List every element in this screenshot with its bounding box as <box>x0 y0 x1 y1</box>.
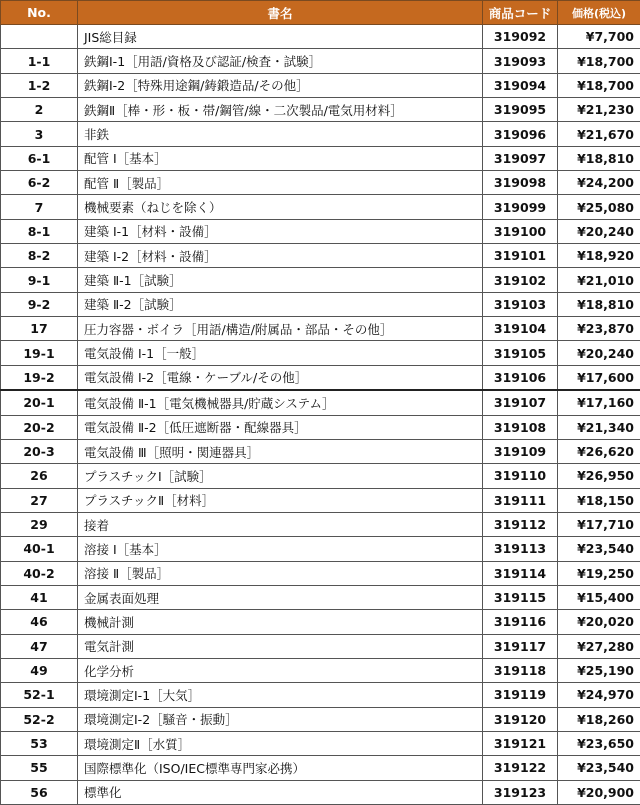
product-code-cell: 319113 <box>483 537 558 561</box>
price-cell: ¥25,080 <box>558 195 640 219</box>
row-number-cell: 41 <box>1 585 78 609</box>
book-title-cell: 金属表面処理 <box>78 585 483 609</box>
price-cell: ¥21,670 <box>558 122 640 146</box>
row-number-cell: 56 <box>1 780 78 804</box>
book-title-cell: 鉄鋼Ⅰ-1［用語/資格及び認証/検査・試験］ <box>78 49 483 73</box>
book-title-cell: 機械計測 <box>78 610 483 634</box>
table-row <box>1 317 640 341</box>
table-row <box>1 731 640 755</box>
book-title-cell: 圧力容器・ボイラ［用語/構造/附属品・部品・その他］ <box>78 317 483 341</box>
product-code-cell: 319122 <box>483 756 558 780</box>
price-cell: ¥18,150 <box>558 488 640 512</box>
price-cell: ¥17,710 <box>558 512 640 536</box>
book-title-cell: 溶接 Ⅰ［基本］ <box>78 537 483 561</box>
table-row <box>1 341 640 365</box>
price-cell: ¥25,190 <box>558 658 640 682</box>
table-row <box>1 244 640 268</box>
book-title-cell: 電気設備 Ⅰ-2［電線・ケーブル/その他］ <box>78 365 483 390</box>
table-row <box>1 390 640 415</box>
book-title-cell: 鉄鋼Ⅱ［棒・形・板・帯/鋼管/線・二次製品/電気用材料］ <box>78 98 483 122</box>
book-title-cell: 溶接 Ⅱ［製品］ <box>78 561 483 585</box>
row-number-cell: 3 <box>1 122 78 146</box>
price-cell: ¥26,950 <box>558 464 640 488</box>
product-code-cell: 319112 <box>483 512 558 536</box>
product-code-cell: 319118 <box>483 658 558 682</box>
row-number-cell: 8-2 <box>1 244 78 268</box>
table-row <box>1 195 640 219</box>
book-title-cell: 鉄鋼Ⅰ-2［特殊用途鋼/鋳鍛造品/その他］ <box>78 73 483 97</box>
price-cell: ¥27,280 <box>558 634 640 658</box>
book-title-cell: 建築 Ⅱ-1［試験］ <box>78 268 483 292</box>
product-code-cell: 319110 <box>483 464 558 488</box>
product-code-cell: 319123 <box>483 780 558 804</box>
table-row <box>1 756 640 780</box>
row-number-cell: 19-1 <box>1 341 78 365</box>
table-row <box>1 634 640 658</box>
row-number-cell: 17 <box>1 317 78 341</box>
row-number-cell: 52-1 <box>1 683 78 707</box>
table-row <box>1 415 640 439</box>
row-number-cell: 9-1 <box>1 268 78 292</box>
table-row <box>1 25 640 49</box>
price-cell: ¥21,230 <box>558 98 640 122</box>
book-title-cell: 配管 Ⅱ［製品］ <box>78 171 483 195</box>
product-code-cell: 319121 <box>483 731 558 755</box>
product-code-cell: 319116 <box>483 610 558 634</box>
price-cell: ¥18,810 <box>558 146 640 170</box>
product-code-cell: 319093 <box>483 49 558 73</box>
product-code-cell: 319102 <box>483 268 558 292</box>
price-cell: ¥7,700 <box>558 25 640 49</box>
table-row <box>1 464 640 488</box>
row-number-cell: 29 <box>1 512 78 536</box>
header-price: 価格(税込) <box>558 1 640 25</box>
price-cell: ¥18,700 <box>558 49 640 73</box>
book-title-cell: 建築 Ⅰ-1［材料・設備］ <box>78 219 483 243</box>
product-code-cell: 319098 <box>483 171 558 195</box>
book-title-cell: 電気設備 Ⅲ［照明・関連器具］ <box>78 439 483 463</box>
product-code-cell: 319099 <box>483 195 558 219</box>
row-number-cell <box>1 25 78 49</box>
book-title-cell: 電気設備 Ⅱ-2［低圧遮断器・配線器具］ <box>78 415 483 439</box>
price-cell: ¥18,260 <box>558 707 640 731</box>
product-code-cell: 319104 <box>483 317 558 341</box>
product-code-cell: 319111 <box>483 488 558 512</box>
price-cell: ¥19,250 <box>558 561 640 585</box>
price-cell: ¥17,160 <box>558 390 640 415</box>
product-code-cell: 319106 <box>483 365 558 390</box>
book-title-cell: 電気計測 <box>78 634 483 658</box>
price-cell: ¥20,240 <box>558 219 640 243</box>
table-row <box>1 49 640 73</box>
row-number-cell: 53 <box>1 731 78 755</box>
header-title: 書名 <box>78 1 483 25</box>
product-code-cell: 319119 <box>483 683 558 707</box>
product-code-cell: 319117 <box>483 634 558 658</box>
row-number-cell: 6-2 <box>1 171 78 195</box>
price-cell: ¥23,870 <box>558 317 640 341</box>
row-number-cell: 40-1 <box>1 537 78 561</box>
product-code-cell: 319096 <box>483 122 558 146</box>
row-number-cell: 55 <box>1 756 78 780</box>
product-code-cell: 319109 <box>483 439 558 463</box>
book-title-cell: 環境測定Ⅰ-1［大気］ <box>78 683 483 707</box>
book-title-cell: JIS総目録 <box>78 25 483 49</box>
book-title-cell: 環境測定Ⅰ-2［騒音・振動］ <box>78 707 483 731</box>
product-code-cell: 319107 <box>483 390 558 415</box>
book-title-cell: 建築 Ⅱ-2［試験］ <box>78 292 483 316</box>
book-title-cell: 環境測定Ⅱ［水質］ <box>78 731 483 755</box>
row-number-cell: 1-2 <box>1 73 78 97</box>
header-code: 商品コード <box>483 1 558 25</box>
row-number-cell: 1-1 <box>1 49 78 73</box>
product-code-cell: 319108 <box>483 415 558 439</box>
table-row <box>1 73 640 97</box>
price-cell: ¥18,920 <box>558 244 640 268</box>
table-row <box>1 585 640 609</box>
price-cell: ¥26,620 <box>558 439 640 463</box>
table-row <box>1 780 640 804</box>
row-number-cell: 2 <box>1 98 78 122</box>
product-code-cell: 319100 <box>483 219 558 243</box>
book-title-cell: 配管 Ⅰ［基本］ <box>78 146 483 170</box>
row-number-cell: 20-1 <box>1 390 78 415</box>
book-title-cell: 非鉄 <box>78 122 483 146</box>
price-cell: ¥21,010 <box>558 268 640 292</box>
book-title-cell: 化学分析 <box>78 658 483 682</box>
row-number-cell: 7 <box>1 195 78 219</box>
price-cell: ¥20,900 <box>558 780 640 804</box>
book-title-cell: 電気設備 Ⅱ-1［電気機械器具/貯蔵システム］ <box>78 390 483 415</box>
price-cell: ¥18,700 <box>558 73 640 97</box>
row-number-cell: 26 <box>1 464 78 488</box>
header-no: No. <box>1 1 78 25</box>
table-row <box>1 439 640 463</box>
row-number-cell: 20-3 <box>1 439 78 463</box>
price-cell: ¥21,340 <box>558 415 640 439</box>
price-cell: ¥20,020 <box>558 610 640 634</box>
price-cell: ¥17,600 <box>558 365 640 390</box>
product-code-cell: 319115 <box>483 585 558 609</box>
row-number-cell: 40-2 <box>1 561 78 585</box>
table-row <box>1 268 640 292</box>
price-cell: ¥23,650 <box>558 731 640 755</box>
table-row <box>1 537 640 561</box>
product-code-cell: 319092 <box>483 25 558 49</box>
product-code-cell: 319095 <box>483 98 558 122</box>
price-cell: ¥24,970 <box>558 683 640 707</box>
book-title-cell: 接着 <box>78 512 483 536</box>
table-row <box>1 292 640 316</box>
table-row <box>1 561 640 585</box>
table-row <box>1 122 640 146</box>
row-number-cell: 9-2 <box>1 292 78 316</box>
book-title-cell: プラスチックⅡ［材料］ <box>78 488 483 512</box>
table-header <box>1 1 640 25</box>
book-title-cell: 標準化 <box>78 780 483 804</box>
product-code-cell: 319103 <box>483 292 558 316</box>
price-cell: ¥18,810 <box>558 292 640 316</box>
book-title-cell: 電気設備 Ⅰ-1［一般］ <box>78 341 483 365</box>
table-row <box>1 146 640 170</box>
row-number-cell: 6-1 <box>1 146 78 170</box>
row-number-cell: 27 <box>1 488 78 512</box>
row-number-cell: 47 <box>1 634 78 658</box>
table-row <box>1 610 640 634</box>
price-cell: ¥20,240 <box>558 341 640 365</box>
table-row <box>1 683 640 707</box>
row-number-cell: 20-2 <box>1 415 78 439</box>
product-code-cell: 319101 <box>483 244 558 268</box>
table-row <box>1 171 640 195</box>
price-cell: ¥24,200 <box>558 171 640 195</box>
table-row <box>1 98 640 122</box>
product-code-cell: 319105 <box>483 341 558 365</box>
row-number-cell: 49 <box>1 658 78 682</box>
table-row <box>1 707 640 731</box>
product-code-cell: 319114 <box>483 561 558 585</box>
price-cell: ¥23,540 <box>558 756 640 780</box>
book-title-cell: プラスチックⅠ［試験］ <box>78 464 483 488</box>
table-row <box>1 219 640 243</box>
row-number-cell: 8-1 <box>1 219 78 243</box>
table-row <box>1 488 640 512</box>
product-code-cell: 319120 <box>483 707 558 731</box>
header-row <box>1 1 640 25</box>
book-title-cell: 建築 Ⅰ-2［材料・設備］ <box>78 244 483 268</box>
price-cell: ¥23,540 <box>558 537 640 561</box>
row-number-cell: 52-2 <box>1 707 78 731</box>
product-code-cell: 319094 <box>483 73 558 97</box>
product-code-cell: 319097 <box>483 146 558 170</box>
table-row <box>1 658 640 682</box>
book-title-cell: 国際標準化（ISO/IEC標準専門家必携） <box>78 756 483 780</box>
book-title-cell: 機械要素（ねじを除く） <box>78 195 483 219</box>
row-number-cell: 46 <box>1 610 78 634</box>
row-number-cell: 19-2 <box>1 365 78 390</box>
table-row <box>1 512 640 536</box>
price-cell: ¥15,400 <box>558 585 640 609</box>
table-row <box>1 365 640 390</box>
table-body <box>1 25 640 805</box>
